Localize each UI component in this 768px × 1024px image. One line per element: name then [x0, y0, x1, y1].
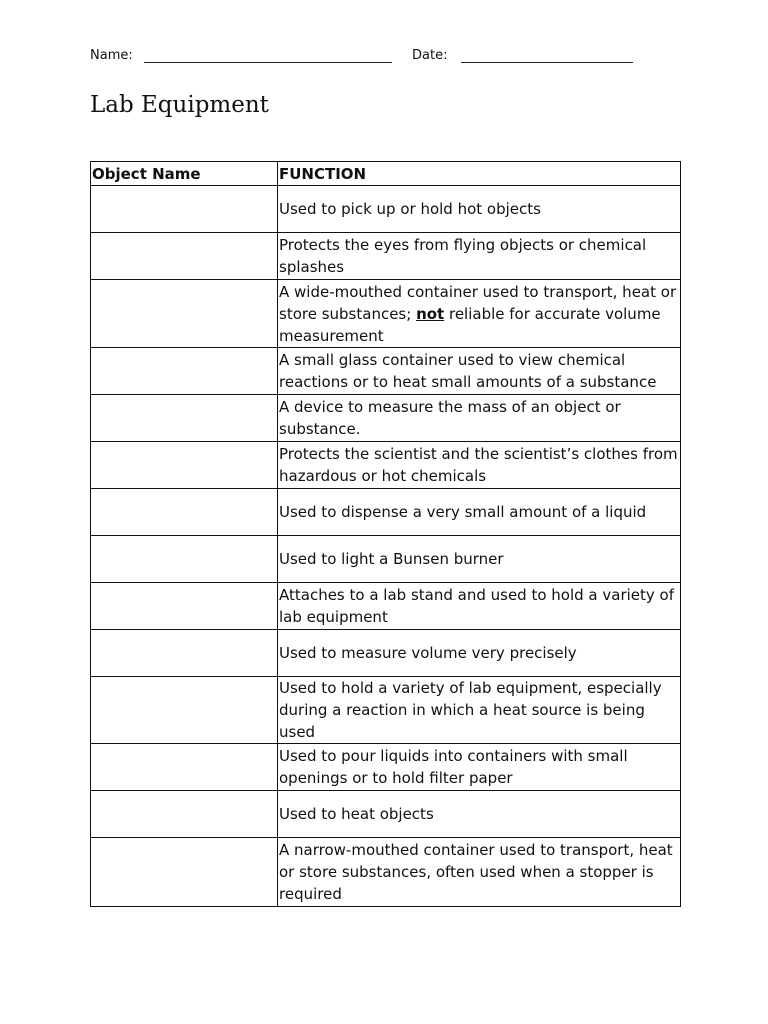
object-name-cell[interactable]: [91, 677, 278, 744]
object-name-cell[interactable]: [91, 442, 278, 489]
function-text: reliable for accurate volume measurement: [279, 304, 661, 345]
function-cell: Used to light a Bunsen burner: [278, 536, 681, 583]
date-label: Date:: [412, 48, 448, 63]
table-row: [91, 280, 681, 348]
object-name-cell[interactable]: [91, 791, 278, 838]
function-cell: Attaches to a lab stand and used to hold a variety of lab equipment: [278, 583, 681, 630]
function-cell: Used to pour liquids into containers with small openings or to hold filter paper: [278, 744, 681, 791]
column-header-function: FUNCTION: [278, 162, 681, 186]
object-name-cell[interactable]: [91, 583, 278, 630]
column-header-object-name: Object Name: [91, 162, 278, 186]
date-blank-line[interactable]: [461, 62, 633, 63]
table-row: [91, 744, 681, 791]
object-name-cell[interactable]: [91, 348, 278, 395]
name-label: Name:: [90, 48, 133, 63]
table-row: [91, 489, 681, 536]
table-row: [91, 630, 681, 677]
table-row: [91, 791, 681, 838]
object-name-cell[interactable]: [91, 280, 278, 348]
table-row: [91, 583, 681, 630]
function-cell: Protects the eyes from flying objects or chemical splashes: [278, 233, 681, 280]
table-row: [91, 838, 681, 907]
function-text: A wide-mouthed container used to transport, heat or store substances;: [279, 282, 677, 323]
table-row: [91, 442, 681, 489]
table-row: [91, 536, 681, 583]
function-cell: Used to heat objects: [278, 791, 681, 838]
function-cell: A narrow-mouthed container used to transport, heat or store substances, often used when a stopper is required: [278, 838, 681, 907]
table-row: [91, 186, 681, 233]
function-cell: Protects the scientist and the scientist’s clothes from hazardous or hot chemicals: [278, 442, 681, 489]
table-row: [91, 395, 681, 442]
function-cell: A device to measure the mass of an object or substance.: [278, 395, 681, 442]
object-name-cell[interactable]: [91, 186, 278, 233]
table-row: [91, 233, 681, 280]
name-blank-line[interactable]: [144, 62, 392, 63]
object-name-cell[interactable]: [91, 630, 278, 677]
function-cell: Used to hold a variety of lab equipment, especially during a reaction in which a heat source is being used: [278, 677, 681, 744]
table-row: [91, 677, 681, 744]
function-cell: [278, 280, 681, 348]
emphasis-text: not: [416, 304, 445, 323]
function-cell: Used to dispense a very small amount of a liquid: [278, 489, 681, 536]
object-name-cell[interactable]: [91, 489, 278, 536]
function-cell: Used to pick up or hold hot objects: [278, 186, 681, 233]
table-row: [91, 348, 681, 395]
function-cell: Used to measure volume very precisely: [278, 630, 681, 677]
object-name-cell[interactable]: [91, 233, 278, 280]
function-cell: A small glass container used to view chemical reactions or to heat small amounts of a substance: [278, 348, 681, 395]
equipment-table: [90, 161, 681, 907]
object-name-cell[interactable]: [91, 838, 278, 907]
object-name-cell[interactable]: [91, 744, 278, 791]
object-name-cell[interactable]: [91, 395, 278, 442]
page-title: Lab Equipment: [90, 92, 269, 118]
object-name-cell[interactable]: [91, 536, 278, 583]
table-header-row: [91, 162, 681, 186]
